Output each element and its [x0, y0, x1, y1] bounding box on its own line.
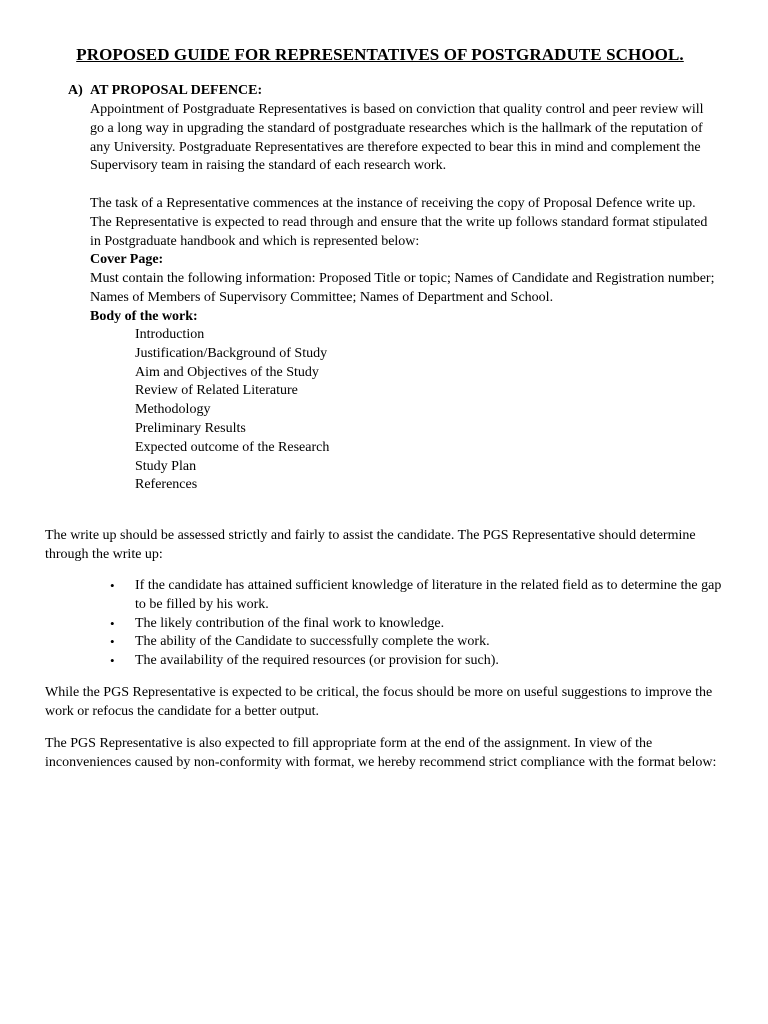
bullet-glyph: • [110, 653, 115, 669]
section-a-title: AT PROPOSAL DEFENCE: [90, 83, 263, 98]
list-item: Justification/Background of Study [135, 345, 328, 361]
list-item: Review of Related Literature [135, 383, 298, 399]
list-item: References [135, 477, 198, 493]
assessment-intro-paragraph: The write up should be assessed strictly and fairly to assist the candidate. The PGS Representative should determine through the write up: [45, 528, 696, 562]
assessment-block [45, 527, 721, 565]
intro-paragraph: Appointment of Postgraduate Representatives is based on conviction that quality control and peer review will go a long way in upgrading the standard of postgraduate researches which is the hallmark of the reputation of any University. Postgraduate Representatives are therefore expected to bear this in mind and complement the Supervisory team in raising the standard of each research work. [90, 102, 704, 174]
critical-block [45, 684, 721, 722]
bullet-item [110, 577, 722, 615]
list-item: Aim and Objectives of the Study [135, 364, 319, 380]
task-paragraph: The task of a Representative commences at the instance of receiving the copy of Proposal Defence write up. The Representative is expected to read through and ensure that the write up follows standard format stipulated in Postgraduate handbook and which is represented below: [90, 196, 708, 249]
list-item: Introduction [135, 327, 205, 342]
body-of-work-heading: Body of the work: [90, 308, 198, 324]
form-block [45, 735, 721, 773]
bullet-item [110, 652, 722, 671]
list-item: Preliminary Results [135, 420, 246, 436]
bullet-text: If the candidate has attained sufficient knowledge of literature in the related field as to determine the gap to be filled by his work. [135, 578, 722, 612]
body-of-work-list [135, 326, 329, 495]
critical-paragraph: While the PGS Representative is expected to be critical, the focus should be more on useful suggestions to improve the work or refocus the candidate for a better output. [45, 685, 713, 719]
list-item: Expected outcome of the Research [135, 439, 330, 455]
assessment-bullet-list [110, 577, 722, 671]
bullet-glyph: • [110, 615, 115, 631]
intro-paragraph-block [90, 101, 718, 176]
bullet-text: The ability of the Candidate to successfully complete the work. [135, 634, 490, 650]
list-item: Methodology [135, 402, 211, 418]
bullet-glyph: • [110, 634, 115, 650]
list-item: Study Plan [135, 458, 197, 474]
cover-page-text: Must contain the following information: Proposed Title or topic; Names of Candidate and Registration number; Names of Members of Supervisory Committee; Names of Department and School. [90, 271, 715, 305]
bullet-item [110, 615, 722, 634]
task-block [90, 195, 718, 327]
section-a-heading [68, 82, 262, 101]
section-a-letter: A) [68, 83, 83, 98]
bullet-item [110, 633, 722, 652]
form-paragraph: The PGS Representative is also expected to fill appropriate form at the end of the assignment. In view of the inconveniences caused by non-conformity with format, we hereby recommend strict compliance with the format below: [45, 736, 717, 770]
cover-page-heading: Cover Page: [90, 252, 164, 268]
document-title: PROPOSED GUIDE FOR REPRESENTATIVES OF POSTGRADUTE SCHOOL. [76, 45, 684, 64]
bullet-text: The likely contribution of the final work to knowledge. [135, 615, 445, 631]
bullet-glyph: • [110, 578, 115, 593]
bullet-text: The availability of the required resources (or provision for such). [135, 653, 499, 669]
